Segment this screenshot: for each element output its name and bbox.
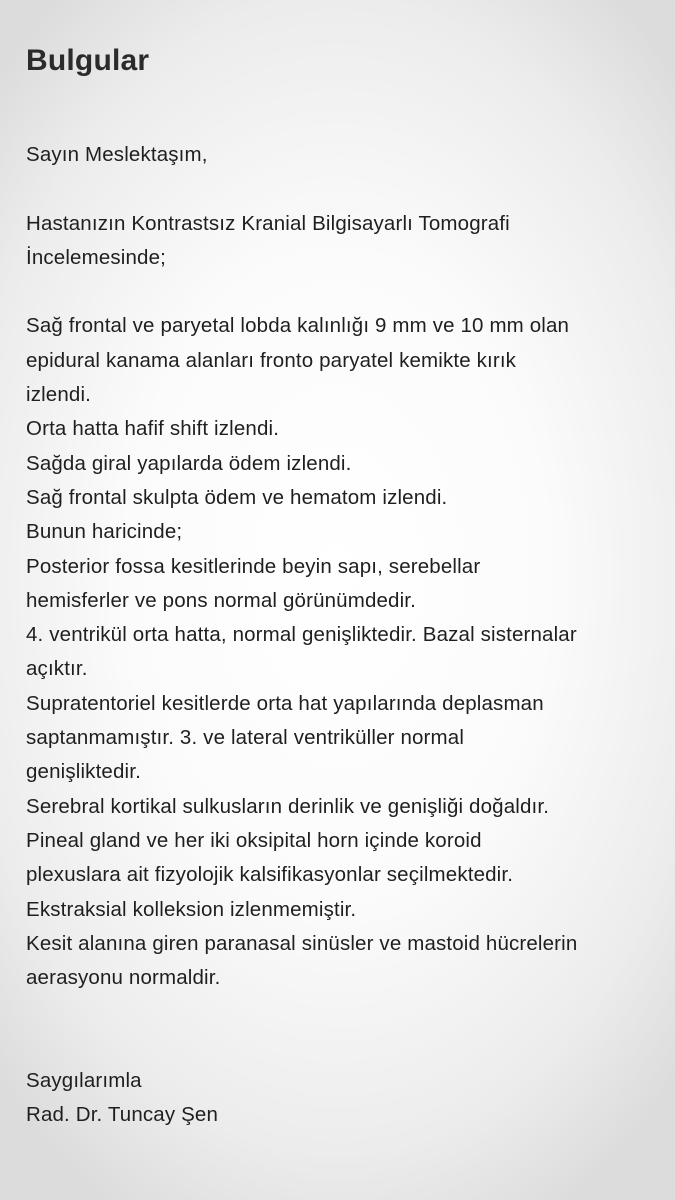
intro-line: İncelemesinde; (26, 245, 166, 269)
spacer (26, 995, 656, 1064)
finding-line: genişliktedir. (26, 760, 141, 784)
greeting-line: Sayın Meslektaşım, (26, 143, 208, 166)
finding-line: Sağda giral yapılarda ödem izlendi. (26, 451, 352, 475)
intro-line: Hastanızın Kontrastsız Kranial Bilgisayarlı Tomografi (26, 211, 510, 235)
finding-line: epidural kanama alanları fronto paryatel kemikte kırık (26, 348, 517, 372)
spacer (26, 275, 656, 309)
signature-line: Rad. Dr. Tuncay Şen (26, 1103, 219, 1127)
finding-line: Bunun haricinde; (26, 520, 183, 544)
spacer (26, 172, 656, 206)
finding-line: Ekstraksial kolleksion izlenmemiştir. (26, 897, 357, 921)
report-body (26, 138, 656, 1133)
finding-line: saptanmamıştır. 3. ve lateral ventriküller normal (26, 726, 465, 750)
closing-line: Saygılarımla (26, 1069, 142, 1093)
finding-line: izlendi. (26, 383, 92, 407)
finding-line: Orta hatta hafif shift izlendi. (26, 417, 280, 441)
finding-line: Serebral kortikal sulkusların derinlik ve genişliği doğaldır. (26, 794, 550, 818)
finding-line: Posterior fossa kesitlerinde beyin sapı, serebellar (26, 554, 481, 578)
finding-line: aerasyonu normaldir. (26, 966, 221, 990)
finding-line: 4. ventrikül orta hatta, normal genişliktedir. Bazal sisternalar (26, 623, 577, 647)
finding-line: plexuslara ait fizyolojik kalsifikasyonlar seçilmektedir. (26, 863, 514, 887)
finding-line: Pineal gland ve her iki oksipital horn içinde koroid (26, 828, 482, 852)
finding-line: Sağ frontal ve paryetal lobda kalınlığı 9 mm ve 10 mm olan (26, 314, 570, 338)
finding-line: Sağ frontal skulpta ödem ve hematom izlendi. (26, 485, 448, 509)
finding-line: Kesit alanına giren paranasal sinüsler ve mastoid hücrelerin (26, 931, 578, 955)
finding-line: Supratentoriel kesitlerde orta hat yapılarında deplasman (26, 691, 544, 715)
report-title: Bulgular (26, 44, 150, 77)
finding-line: hemisferler ve pons normal görünümdedir. (26, 588, 416, 612)
finding-line: açıktır. (26, 657, 88, 681)
